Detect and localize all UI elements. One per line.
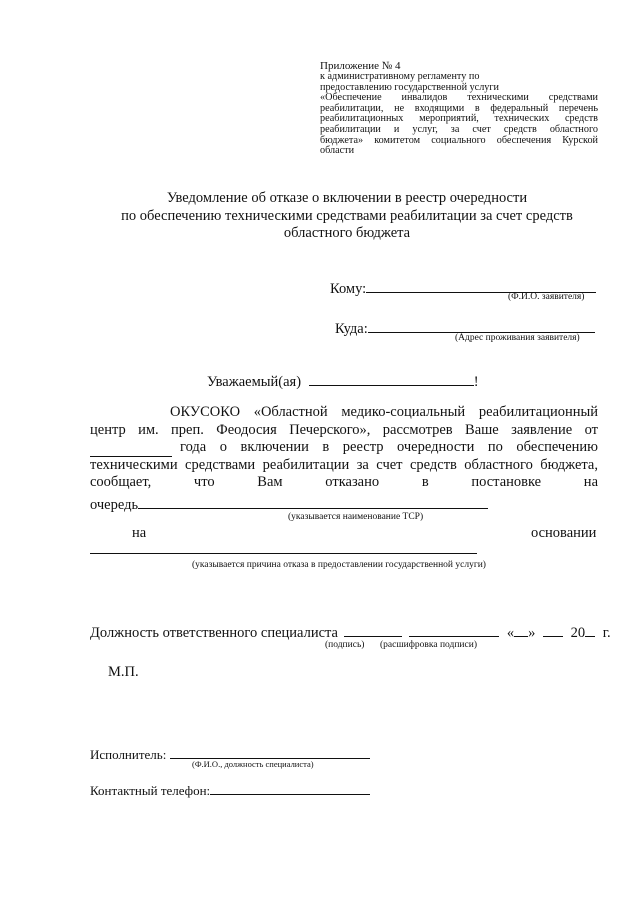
heading-line: по обеспечению техническими средствами реабилитации за счет средств: [121, 207, 573, 224]
appendix-line: реабилитации и услуг, за счет средств областного: [320, 123, 598, 135]
decode-hint: (расшифровка подписи): [380, 640, 477, 650]
appendix-line: «Обеспечение инвалидов техническими средствами: [320, 92, 598, 104]
appendix-title: Приложение № 4: [320, 60, 401, 72]
year-prefix: 20: [570, 625, 586, 641]
body-line: года о включении в реестр очередности по обеспечению: [180, 439, 598, 455]
signature-decode-field[interactable]: [409, 623, 499, 637]
date-close: »: [528, 625, 536, 641]
appendix-line: реабилитационных мероприятий, технических средств: [320, 113, 598, 125]
signature-field[interactable]: [344, 623, 402, 637]
executor-field[interactable]: [170, 745, 370, 759]
appendix-line: области: [320, 145, 355, 157]
position-label: Должность ответственного специалиста: [90, 625, 338, 641]
recipient-to-hint: (Ф.И.О. заявителя): [508, 292, 585, 302]
executor-hint: (Ф.И.О., должность специалиста): [192, 759, 314, 769]
phone-row: [90, 781, 370, 799]
tsr-name-field[interactable]: [138, 495, 488, 509]
on-label: на: [132, 525, 147, 541]
body-line: ОКУСОКО «Областной медико-социальный реабилитационный: [170, 404, 598, 420]
year-field[interactable]: [585, 623, 595, 637]
appendix-line: бюджета» комитетом социального обеспечения Курской: [320, 134, 598, 146]
body-line-date-row: [90, 439, 598, 457]
signature-hint: (подпись): [325, 640, 365, 650]
recipient-where-label: Куда:: [335, 321, 368, 337]
appendix-line: предоставлению государственной услуги: [320, 81, 500, 93]
application-date-field[interactable]: [90, 443, 172, 457]
recipient-name-field[interactable]: [366, 279, 596, 293]
recipient-to-label: Кому:: [330, 281, 367, 297]
appendix-line: реабилитации, не входящими в федеральный перечень: [320, 102, 598, 114]
date-open: «: [506, 625, 515, 641]
heading-line: областного бюджета: [283, 225, 411, 241]
body-line: сообщает, что Вам отказано в постановке на: [90, 474, 598, 490]
greeting-end: !: [473, 374, 479, 390]
body-line: центр им. преп. Феодосия Печерского», рассмотрев Ваше заявление от: [90, 421, 598, 438]
reason-hint: (указывается причина отказа в предоставлении государственной услуги): [192, 560, 486, 570]
body-paragraph: [90, 404, 598, 492]
basis-label: основании: [531, 525, 597, 541]
body-line: техническими средствами реабилитации за счет средств областного бюджета,: [90, 456, 598, 473]
greeting-row: [207, 372, 479, 391]
queue-hint: (указывается наименование ТСР): [288, 512, 424, 522]
month-field[interactable]: [543, 623, 563, 637]
heading-line: Уведомление об отказе о включении в реестр очередности: [166, 190, 528, 206]
reason-field[interactable]: [90, 553, 477, 554]
appendix-line: к административному регламенту по: [320, 71, 480, 82]
phone-field[interactable]: [210, 781, 370, 795]
document-heading: [80, 190, 614, 243]
recipient-address-field[interactable]: [368, 319, 595, 333]
stamp-label: М.П.: [108, 664, 139, 680]
greeting-text: Уважаемый(ая): [207, 374, 302, 390]
phone-label: Контактный телефон:: [90, 783, 211, 798]
queue-label: очередь: [90, 497, 139, 513]
day-field[interactable]: [514, 623, 528, 637]
year-suffix: г.: [602, 625, 611, 641]
greeting-name-field[interactable]: [309, 372, 474, 386]
recipient-where-hint: (Адрес проживания заявителя): [455, 333, 580, 343]
executor-label: Исполнитель:: [90, 747, 167, 762]
appendix-block: [320, 60, 598, 157]
